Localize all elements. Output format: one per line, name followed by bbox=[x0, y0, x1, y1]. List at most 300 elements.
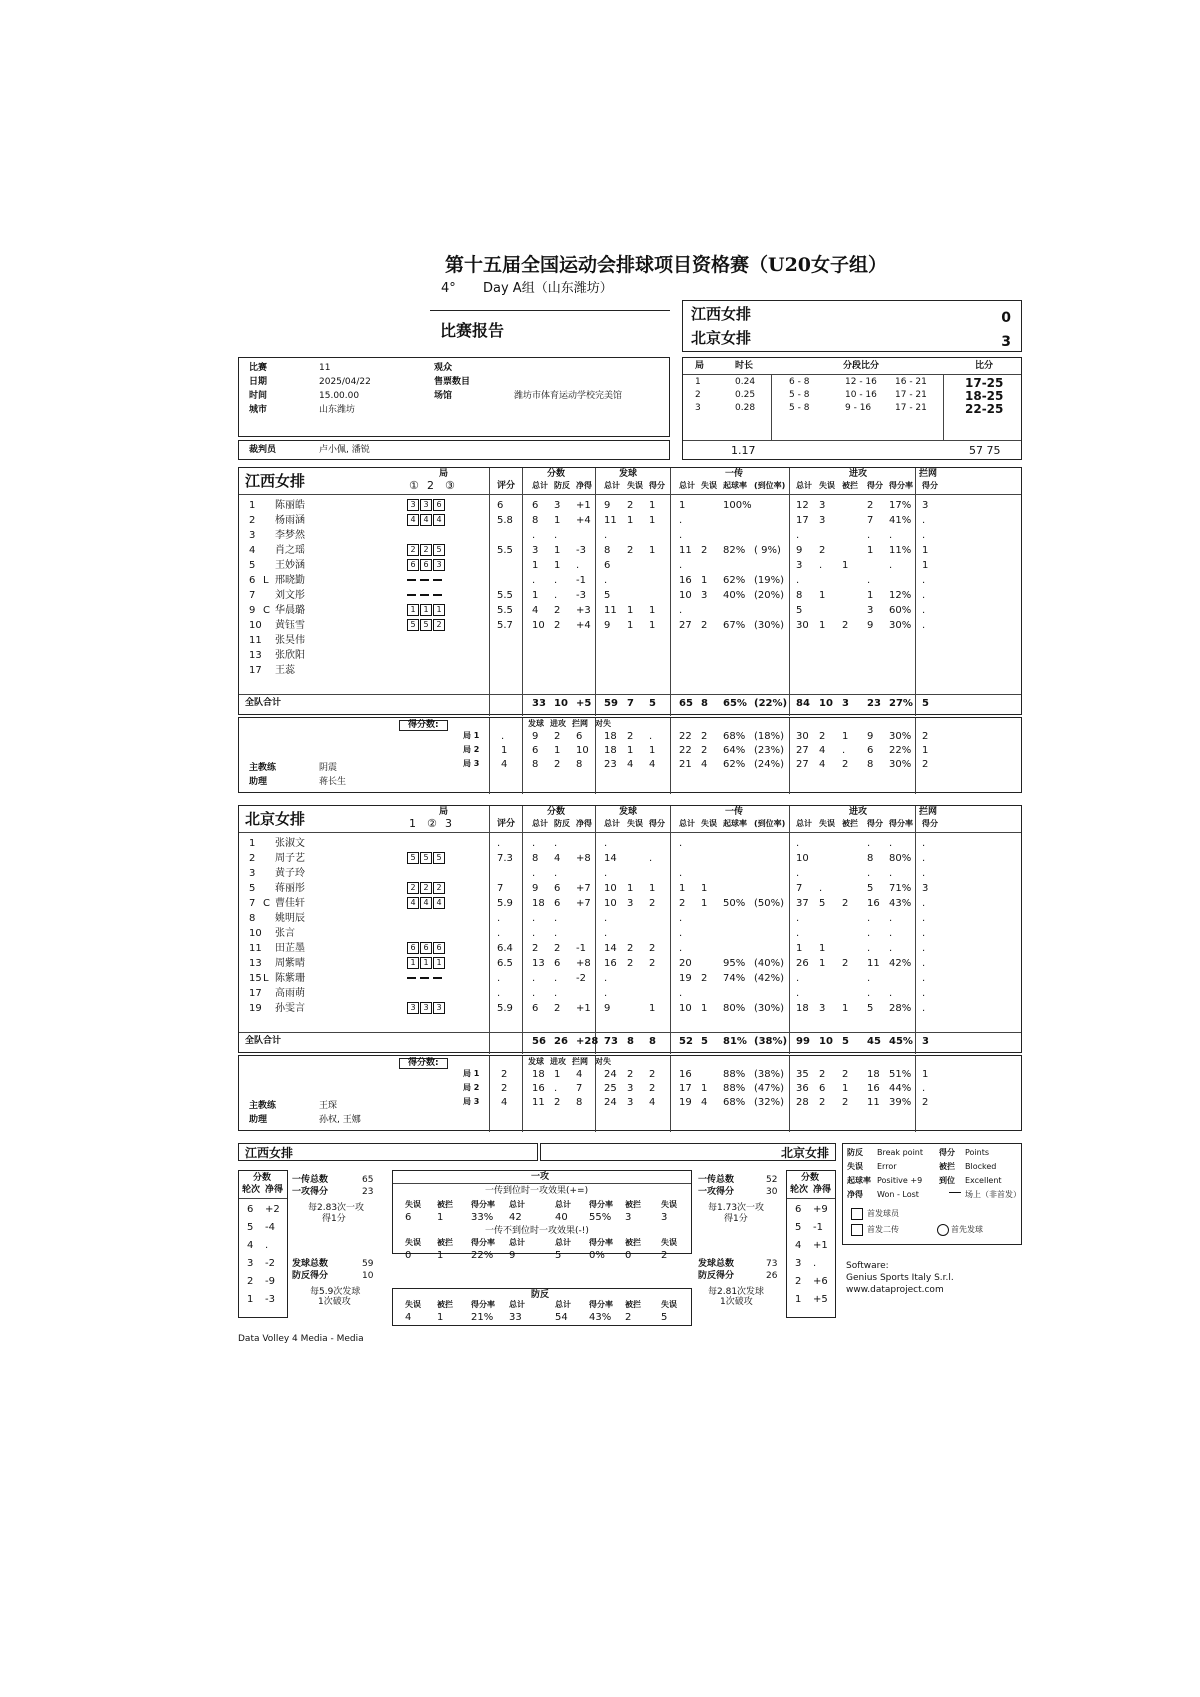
stat-rpos: 62% bbox=[723, 575, 746, 586]
stat-sp: 1 bbox=[649, 545, 656, 556]
stat-re: 2 bbox=[701, 973, 708, 984]
rot-net: -1 bbox=[813, 1222, 823, 1233]
table-row bbox=[239, 971, 1021, 986]
total-wl: +28 bbox=[576, 1036, 599, 1047]
bottom-team1-bar bbox=[238, 1143, 538, 1161]
table-row bbox=[239, 941, 1021, 956]
byset-ac: 30 bbox=[796, 731, 809, 742]
rot-net: +2 bbox=[265, 1204, 280, 1215]
sub-header-13: 得分 bbox=[867, 481, 883, 490]
player-name: 周紫晴 bbox=[275, 958, 305, 969]
libero-dash bbox=[420, 977, 429, 979]
table-row bbox=[239, 663, 1021, 678]
start-position-box: 4 bbox=[420, 897, 432, 909]
stat-wl: +7 bbox=[576, 883, 591, 894]
start-position-box: 5 bbox=[407, 852, 419, 864]
byset-bkk: 1 bbox=[922, 745, 929, 756]
stat-wl: +1 bbox=[576, 500, 591, 511]
pbs-col-3: 对失 bbox=[595, 1057, 611, 1066]
stat-sv: . bbox=[604, 913, 608, 924]
legend-desc-2: Excellent bbox=[965, 1176, 1002, 1185]
total-ap: 23 bbox=[867, 698, 881, 709]
reception-header: 一传 bbox=[725, 469, 744, 479]
table-row bbox=[239, 588, 1021, 603]
byset-sv: 25 bbox=[604, 1083, 617, 1094]
sideout-sub1: 一传到位时一攻效果(+=) bbox=[485, 1186, 589, 1196]
stat-rc: 27 bbox=[679, 620, 692, 631]
table-row bbox=[239, 618, 1021, 633]
stat-sv: 9 bbox=[604, 620, 611, 631]
total-bp: 26 bbox=[554, 1036, 568, 1047]
table-row bbox=[239, 498, 1021, 513]
stat-ac: 18 bbox=[796, 1003, 809, 1014]
set-number: 3 bbox=[695, 403, 701, 413]
stat-wl: -3 bbox=[576, 545, 586, 556]
score-team2-sets: 3 bbox=[1001, 334, 1011, 350]
stat-bp: . bbox=[554, 973, 558, 984]
points-by-set-label: 得分数: bbox=[399, 1058, 448, 1069]
rot-number: 2 bbox=[247, 1276, 254, 1287]
t1-reception-total: 65 bbox=[362, 1175, 374, 1185]
stat-ac: . bbox=[796, 913, 800, 924]
total-bk: 5 bbox=[922, 698, 929, 709]
set-label: 局 3 bbox=[463, 1097, 480, 1106]
set-score: 18-25 bbox=[965, 389, 1004, 403]
points-header: 分数 bbox=[547, 807, 566, 817]
byset-ac: 28 bbox=[796, 1097, 809, 1108]
stat-bp: . bbox=[554, 575, 558, 586]
stat-ab: 2 bbox=[842, 898, 849, 909]
stat-rc: 16 bbox=[679, 575, 692, 586]
sideout-neg-val: 22% bbox=[471, 1250, 494, 1261]
byset-bk: 1 bbox=[554, 1069, 561, 1080]
stat-se: 2 bbox=[627, 545, 634, 556]
stat-bp: 2 bbox=[554, 943, 561, 954]
byset-app: 11 bbox=[867, 1097, 880, 1108]
rot-net: -4 bbox=[265, 1222, 275, 1233]
player-role: C bbox=[263, 898, 270, 909]
start-position-box: 2 bbox=[433, 882, 445, 894]
set-partial-16: 9 - 16 bbox=[845, 403, 872, 413]
pbs-col-0: 发球 bbox=[528, 1057, 544, 1066]
stat-ap: 5 bbox=[867, 883, 874, 894]
table-row bbox=[239, 851, 1021, 866]
legend-starter: 首发球员 bbox=[867, 1209, 899, 1218]
set-number: 2 bbox=[695, 390, 701, 400]
stat-apct: . bbox=[889, 838, 893, 849]
stat-apct: . bbox=[889, 988, 893, 999]
center-col-c3: 得分率 bbox=[589, 1300, 613, 1309]
rot-net: +1 bbox=[813, 1240, 828, 1251]
byset-rc: 17 bbox=[679, 1083, 692, 1094]
player-name: 黄子玲 bbox=[275, 868, 305, 879]
team1-by-set-table bbox=[238, 717, 1022, 793]
stat-wl: -1 bbox=[576, 943, 586, 954]
rating-header: 评分 bbox=[497, 819, 516, 829]
legend-starter-setter: 首发二传 bbox=[867, 1225, 899, 1234]
stat-ap: . bbox=[867, 943, 871, 954]
stat-ap: 8 bbox=[867, 853, 874, 864]
center-col-c1: 总计 bbox=[555, 1200, 571, 1209]
stat-sp: 1 bbox=[649, 605, 656, 616]
player-name: 李梦然 bbox=[275, 530, 305, 541]
stat-apct: 11% bbox=[889, 545, 912, 556]
rot-net: -9 bbox=[265, 1276, 275, 1287]
player-name: 华晨璐 bbox=[275, 605, 305, 616]
stat-ae: 2 bbox=[819, 545, 826, 556]
center-col-c2: 被拦 bbox=[437, 1238, 453, 1247]
byset-sv: 18 bbox=[604, 745, 617, 756]
sub-header-12: 被拦 bbox=[842, 481, 858, 490]
stat-rating: . bbox=[497, 913, 501, 924]
stat-ap: . bbox=[867, 838, 871, 849]
byset-apct: 30% bbox=[889, 731, 912, 742]
center-col-c2: 失误 bbox=[661, 1238, 677, 1247]
stat-se: 1 bbox=[627, 620, 634, 631]
stat-rpos: 95% bbox=[723, 958, 746, 969]
byset-ab: 1 bbox=[842, 1083, 849, 1094]
team2-rotation-box bbox=[786, 1170, 836, 1318]
player-name: 邢晓勤 bbox=[275, 575, 305, 586]
stat-bk: . bbox=[922, 973, 926, 984]
stat-ac: 12 bbox=[796, 500, 809, 511]
stat-ac: . bbox=[796, 838, 800, 849]
legend-term: 起球率 bbox=[847, 1176, 871, 1185]
total-apct: 45% bbox=[889, 1036, 913, 1047]
stat-wl: +1 bbox=[576, 1003, 591, 1014]
legend-term-2: 到位 bbox=[939, 1176, 955, 1185]
coach-name: 王琛 bbox=[319, 1101, 338, 1111]
stat-rpos: 74% bbox=[723, 973, 746, 984]
stat-sv: 10 bbox=[604, 898, 617, 909]
byset-ae: 2 bbox=[819, 1097, 826, 1108]
byset-rc: 22 bbox=[679, 745, 692, 756]
stat-ab: 1 bbox=[842, 560, 849, 571]
sideout-title: 一攻 bbox=[531, 1172, 550, 1182]
info-city: 山东潍坊 bbox=[319, 405, 356, 415]
info-match-number: 11 bbox=[319, 363, 331, 373]
stat-ae: 3 bbox=[819, 500, 826, 511]
stat-ap: 11 bbox=[867, 958, 880, 969]
stat-pt: 6 bbox=[532, 1003, 539, 1014]
byset-sp: 4 bbox=[501, 1097, 508, 1108]
stat-ae: 1 bbox=[819, 958, 826, 969]
stat-ap: 16 bbox=[867, 898, 880, 909]
stat-apct: . bbox=[889, 943, 893, 954]
breakpoint-center-table bbox=[392, 1288, 692, 1326]
stat-ab: 2 bbox=[842, 620, 849, 631]
total-ap: 45 bbox=[867, 1036, 881, 1047]
total-ab: 5 bbox=[842, 1036, 849, 1047]
assistant-name: 孙权, 王娜 bbox=[319, 1115, 361, 1125]
start-position-box: 3 bbox=[420, 1002, 432, 1014]
center-col-c3: 失误 bbox=[405, 1300, 421, 1309]
byset-rpos: 62% bbox=[723, 759, 746, 770]
stat-apct: . bbox=[889, 560, 893, 571]
start-position-box: 5 bbox=[420, 619, 432, 631]
stat-se: 3 bbox=[627, 898, 634, 909]
stat-ab: 2 bbox=[842, 958, 849, 969]
center-col-c2: 得分率 bbox=[589, 1238, 613, 1247]
byset-rpos: 88% bbox=[723, 1069, 746, 1080]
libero-dash bbox=[420, 579, 429, 581]
center-col-c3: 总计 bbox=[509, 1300, 525, 1309]
set-label: 局 1 bbox=[463, 1069, 480, 1078]
info-label-date: 日期 bbox=[249, 377, 268, 387]
stat-apct: . bbox=[889, 868, 893, 879]
sub-header-10: 总计 bbox=[796, 481, 812, 490]
stat-ac: 7 bbox=[796, 883, 803, 894]
stat-rc: 1 bbox=[679, 500, 686, 511]
t2-break-note: 每2.81次发球 bbox=[708, 1287, 765, 1297]
player-number: 17 bbox=[249, 988, 262, 999]
byset-ac: 36 bbox=[796, 1083, 809, 1094]
total-wl: +5 bbox=[576, 698, 592, 709]
stat-rexc: (42%) bbox=[754, 973, 785, 984]
table-row bbox=[239, 543, 1021, 558]
stat-ap: . bbox=[867, 575, 871, 586]
player-start-positions bbox=[407, 618, 446, 633]
stat-wl: . bbox=[576, 560, 580, 571]
player-name: 张淑文 bbox=[275, 838, 305, 849]
center-col-c2: 被拦 bbox=[625, 1238, 641, 1247]
total-sv: 59 bbox=[604, 698, 618, 709]
center-col-c1: 得分率 bbox=[589, 1200, 613, 1209]
stat-ap: 5 bbox=[867, 1003, 874, 1014]
stat-rpos: 82% bbox=[723, 545, 746, 556]
sub-header-3: 总计 bbox=[604, 819, 620, 828]
table-row bbox=[239, 956, 1021, 971]
byset-sp: 1 bbox=[501, 745, 508, 756]
breakpoint-val: 33 bbox=[509, 1312, 522, 1323]
player-number: 10 bbox=[249, 928, 262, 939]
player-number: 2 bbox=[249, 515, 256, 526]
stat-apct: 28% bbox=[889, 1003, 912, 1014]
stat-bp: 2 bbox=[554, 605, 561, 616]
stat-sv: 11 bbox=[604, 605, 617, 616]
stat-rating: 5.9 bbox=[497, 898, 513, 909]
stat-ap: 7 bbox=[867, 515, 874, 526]
stat-bk: . bbox=[922, 620, 926, 631]
byset-rpos: 88% bbox=[723, 1083, 746, 1094]
stat-apct: 43% bbox=[889, 898, 912, 909]
stat-rc: 11 bbox=[679, 545, 692, 556]
legend-desc-2: Points bbox=[965, 1148, 990, 1157]
referee-label: 裁判员 bbox=[249, 445, 277, 455]
stat-sv: . bbox=[604, 838, 608, 849]
table-row bbox=[239, 573, 1021, 588]
center-col-c3: 得分率 bbox=[471, 1300, 495, 1309]
start-position-box: 6 bbox=[433, 499, 445, 511]
team1-set-mark: 2 bbox=[427, 479, 434, 492]
total-rc: 65 bbox=[679, 698, 693, 709]
legend-dash-icon bbox=[949, 1192, 961, 1193]
stat-pt: . bbox=[532, 928, 536, 939]
player-name: 肖之瑶 bbox=[275, 545, 305, 556]
player-number: 9 bbox=[249, 605, 256, 616]
sub-header-1: 防反 bbox=[554, 481, 570, 490]
byset-op: 8 bbox=[576, 759, 583, 770]
byset-sp: 2 bbox=[501, 1069, 508, 1080]
legend-desc: Won - Lost bbox=[877, 1190, 919, 1199]
start-position-box: 5 bbox=[407, 619, 419, 631]
stat-pt: . bbox=[532, 868, 536, 879]
player-start-positions bbox=[407, 1001, 446, 1016]
byset-bk: 2 bbox=[554, 1097, 561, 1108]
set-label: 局 3 bbox=[463, 759, 480, 768]
stat-ac: . bbox=[796, 973, 800, 984]
stat-sv: . bbox=[604, 928, 608, 939]
total-ae: 10 bbox=[819, 698, 833, 709]
stat-ap: 1 bbox=[867, 590, 874, 601]
player-start-positions bbox=[407, 941, 446, 956]
player-role: C bbox=[263, 605, 270, 616]
stat-bk: 1 bbox=[922, 545, 929, 556]
stat-pt: 9 bbox=[532, 883, 539, 894]
stat-ae: . bbox=[819, 560, 823, 571]
stat-sv: . bbox=[604, 530, 608, 541]
stat-ap: 9 bbox=[867, 620, 874, 631]
stat-apct: . bbox=[889, 928, 893, 939]
stat-se: 1 bbox=[627, 515, 634, 526]
stat-rexc: (19%) bbox=[754, 575, 785, 586]
player-number: 11 bbox=[249, 943, 262, 954]
player-name: 杨雨涵 bbox=[275, 515, 305, 526]
center-col-c1: 被拦 bbox=[437, 1200, 453, 1209]
t1-label-serve-total: 发球总数 bbox=[292, 1259, 329, 1269]
table-row bbox=[239, 558, 1021, 573]
stat-pt: 8 bbox=[532, 853, 539, 864]
byset-se: 4 bbox=[627, 759, 634, 770]
stat-ap: . bbox=[867, 530, 871, 541]
sub-header-14: 得分率 bbox=[889, 819, 913, 828]
player-number: 15 bbox=[249, 973, 262, 984]
team1-rotation-box bbox=[238, 1170, 288, 1318]
byset-ap: 8 bbox=[532, 759, 539, 770]
player-name: 陈丽皓 bbox=[275, 500, 305, 511]
player-start-positions bbox=[407, 558, 446, 573]
legend-square-icon bbox=[851, 1208, 863, 1220]
software-credit bbox=[846, 1262, 1026, 1312]
sub-header-5: 得分 bbox=[649, 819, 665, 828]
byset-ab: 2 bbox=[842, 759, 849, 770]
player-name: 孙雯言 bbox=[275, 1003, 305, 1014]
bottom-team1-name: 江西女排 bbox=[245, 1146, 294, 1160]
breakpoint-val: 1 bbox=[437, 1312, 444, 1323]
t1-label-sideout-points: 一攻得分 bbox=[292, 1187, 329, 1197]
byset-ae: 4 bbox=[819, 759, 826, 770]
stat-rc: . bbox=[679, 605, 683, 616]
stat-apct: . bbox=[889, 913, 893, 924]
stat-bk: . bbox=[922, 868, 926, 879]
stat-rexc: (40%) bbox=[754, 958, 785, 969]
serve-header: 发球 bbox=[619, 469, 638, 479]
legend-term-2: 被拦 bbox=[939, 1162, 955, 1171]
stat-ap: 1 bbox=[867, 545, 874, 556]
player-number: 13 bbox=[249, 958, 262, 969]
rot-header-net: 净得 bbox=[813, 1185, 832, 1195]
stat-sp: 1 bbox=[649, 1003, 656, 1014]
t2-label-breakpoints: 防反得分 bbox=[698, 1271, 735, 1281]
rot-number: 2 bbox=[795, 1276, 802, 1287]
byset-app: 6 bbox=[867, 745, 874, 756]
set-partial-8: 6 - 8 bbox=[789, 377, 810, 387]
stat-se: 1 bbox=[627, 605, 634, 616]
byset-op: 10 bbox=[576, 745, 589, 756]
start-position-box: 3 bbox=[433, 1002, 445, 1014]
player-start-positions bbox=[407, 498, 446, 513]
player-name: 王妙涵 bbox=[275, 560, 305, 571]
stat-ac: . bbox=[796, 530, 800, 541]
stat-rexc: (20%) bbox=[754, 590, 785, 601]
byset-ae: 2 bbox=[819, 731, 826, 742]
assistant-label: 助理 bbox=[249, 777, 268, 787]
stat-sp: 1 bbox=[649, 620, 656, 631]
byset-ap: 6 bbox=[532, 745, 539, 756]
table-row bbox=[239, 603, 1021, 618]
legend-square-icon bbox=[851, 1224, 863, 1236]
table-row bbox=[239, 836, 1021, 851]
team2-set-mark: ② bbox=[427, 817, 437, 830]
stat-bk: . bbox=[922, 943, 926, 954]
byset-sps: 2 bbox=[649, 1069, 656, 1080]
set-partial-21: 17 - 21 bbox=[895, 403, 927, 413]
player-number: 1 bbox=[249, 838, 256, 849]
stat-apct: 12% bbox=[889, 590, 912, 601]
stat-bk: . bbox=[922, 515, 926, 526]
stat-bk: . bbox=[922, 530, 926, 541]
sets-header-duration: 时长 bbox=[735, 361, 754, 371]
rating-header: 评分 bbox=[497, 481, 516, 491]
stat-rc: 20 bbox=[679, 958, 692, 969]
referee-box bbox=[238, 440, 670, 460]
byset-rc: 16 bbox=[679, 1069, 692, 1080]
table-row bbox=[239, 986, 1021, 1001]
rot-number: 3 bbox=[247, 1258, 254, 1269]
sideout-pos-val: 1 bbox=[437, 1212, 444, 1223]
sideout-pos-val: 3 bbox=[625, 1212, 632, 1223]
player-name: 姚明辰 bbox=[275, 913, 305, 924]
stat-bp: 3 bbox=[554, 500, 561, 511]
center-col-c1: 被拦 bbox=[625, 1200, 641, 1209]
stat-sv: 9 bbox=[604, 500, 611, 511]
stat-rating: . bbox=[497, 928, 501, 939]
legend-term: 净得 bbox=[847, 1190, 863, 1199]
t2-sideout-note: 每1.73次一攻 bbox=[708, 1203, 765, 1213]
stat-ae: . bbox=[819, 883, 823, 894]
stat-se: 2 bbox=[627, 943, 634, 954]
byset-app: 9 bbox=[867, 731, 874, 742]
sideout-neg-val: 5 bbox=[555, 1250, 562, 1261]
byset-ae: 6 bbox=[819, 1083, 826, 1094]
start-position-box: 6 bbox=[407, 942, 419, 954]
stat-rc: 19 bbox=[679, 973, 692, 984]
t1-label-reception-total: 一传总数 bbox=[292, 1175, 329, 1185]
pbs-col-2: 拦网 bbox=[572, 1057, 588, 1066]
stat-pt: 6 bbox=[532, 500, 539, 511]
stat-rexc: (30%) bbox=[754, 620, 785, 631]
byset-app: 18 bbox=[867, 1069, 880, 1080]
center-col-c1: 失误 bbox=[661, 1200, 677, 1209]
info-label-venue: 场馆 bbox=[434, 391, 453, 401]
info-date: 2025/04/22 bbox=[319, 377, 371, 387]
stat-sv: . bbox=[604, 868, 608, 879]
stat-ap: 2 bbox=[867, 500, 874, 511]
assistant-name: 蒋长生 bbox=[319, 777, 347, 787]
start-position-box: 1 bbox=[433, 604, 445, 616]
byset-sp: 4 bbox=[501, 759, 508, 770]
t2-break-note-b: 1次破攻 bbox=[720, 1297, 753, 1307]
